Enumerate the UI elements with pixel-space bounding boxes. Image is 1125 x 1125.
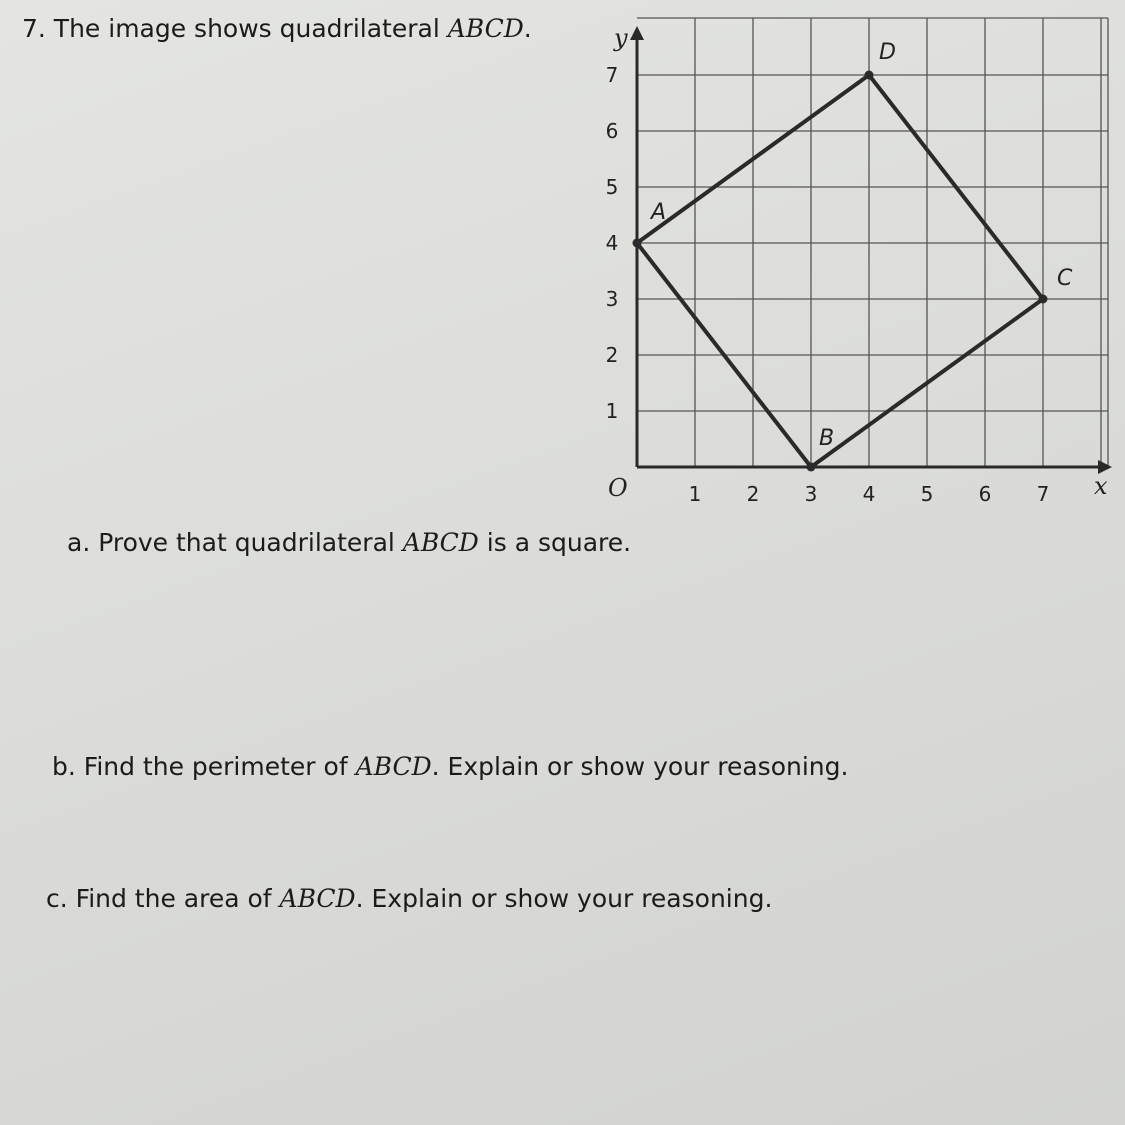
y-axis-label: y	[614, 24, 628, 52]
quadrilateral-abcd	[637, 75, 1043, 467]
vertex-b-point	[807, 463, 816, 472]
y-tick-label: 6	[605, 119, 619, 143]
y-tick-label: 3	[605, 287, 619, 311]
x-axis-label: x	[1094, 472, 1108, 500]
axes	[630, 26, 1112, 474]
origin-label: O	[608, 474, 628, 502]
y-tick-label: 1	[605, 399, 619, 423]
x-tick-label: 5	[920, 482, 934, 506]
vertex-d-label: D	[879, 40, 896, 65]
vertex-a-point	[633, 239, 642, 248]
y-tick-label: 7	[605, 63, 619, 87]
vertex-c-label: C	[1057, 266, 1073, 291]
grid-lines	[637, 18, 1108, 467]
vertex-b-label: B	[819, 426, 835, 451]
x-tick-label: 4	[862, 482, 876, 506]
y-axis-arrow	[630, 26, 644, 40]
vertex-a-label: A	[651, 200, 667, 225]
coordinate-grid	[0, 0, 1125, 520]
part-a-question: a. Prove that quadrilateral ABCD is a square.	[67, 528, 632, 557]
question-title: 7. The image shows quadrilateral ABCD.	[22, 14, 532, 43]
part-c-question: c. Find the area of ABCD. Explain or show your reasoning.	[46, 884, 773, 913]
part-b-question: b. Find the perimeter of ABCD. Explain or show your reasoning.	[52, 752, 849, 781]
vertex-d-point	[865, 71, 874, 80]
x-tick-label: 6	[978, 482, 992, 506]
y-tick-label: 5	[605, 175, 619, 199]
x-tick-label: 2	[746, 482, 760, 506]
vertex-c-point	[1039, 295, 1048, 304]
x-tick-label: 1	[688, 482, 702, 506]
y-tick-label: 4	[605, 231, 619, 255]
y-tick-label: 2	[605, 343, 619, 367]
x-tick-label: 3	[804, 482, 818, 506]
x-tick-label: 7	[1036, 482, 1050, 506]
